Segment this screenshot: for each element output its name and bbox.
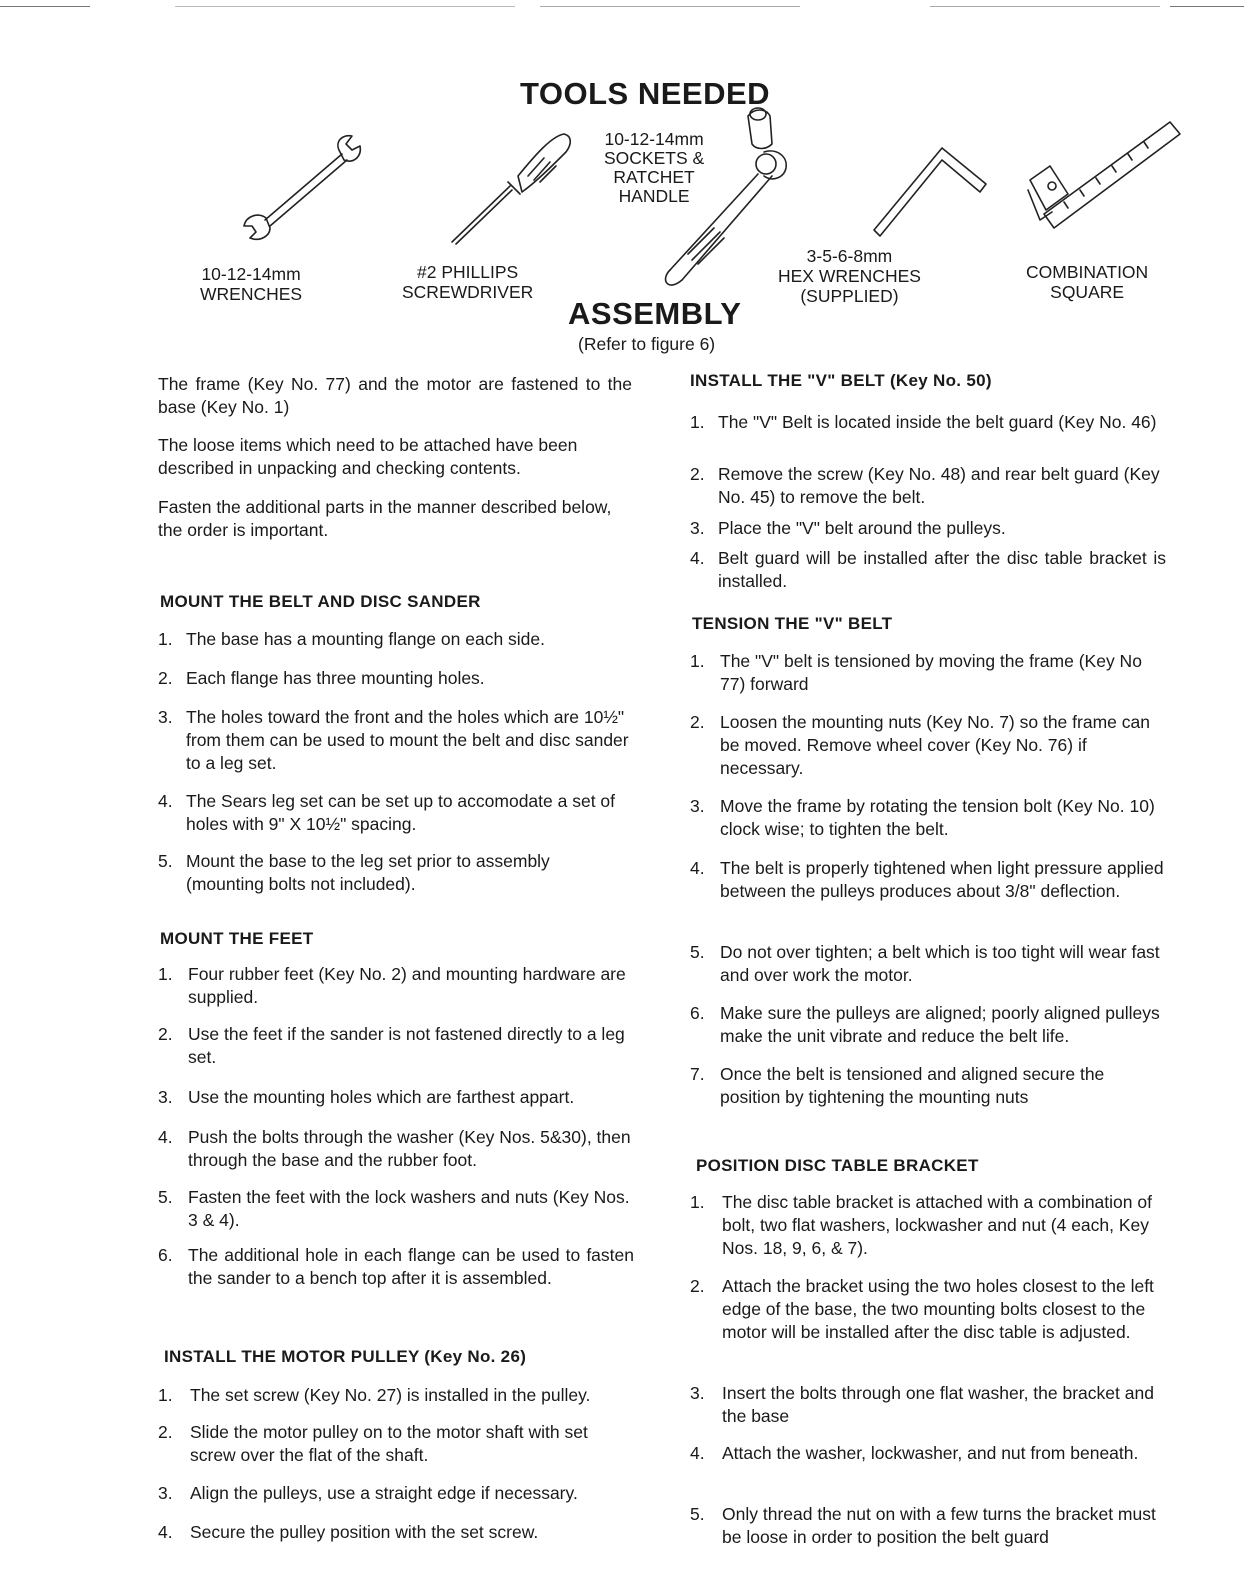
wrench-caption — [200, 264, 302, 304]
item-number: 6. — [690, 1003, 705, 1023]
item-text: Four rubber feet (Key No. 2) and mounting hardware are supplied. — [188, 964, 626, 1007]
intro-paragraph: The loose items which need to be attached have been described in unpacking and checking contents. — [158, 435, 578, 478]
item-text: The disc table bracket is attached with a combination of bolt, two flat washers, lockwasher and nut (4 each, Key Nos. 18, 9, 6, & 7). — [722, 1192, 1152, 1258]
tools-title: TOOLS NEEDED — [520, 76, 771, 111]
item-text: Mount the base to the leg set prior to assembly (mounting bolts not included). — [186, 851, 550, 894]
section-heading: POSITION DISC TABLE BRACKET — [696, 1156, 979, 1175]
item-number: 3. — [158, 1483, 173, 1503]
item-number: 5. — [158, 1187, 173, 1207]
square-caption — [1026, 262, 1148, 302]
item-text: The set screw (Key No. 27) is installed in the pulley. — [190, 1385, 591, 1405]
item-text: Fasten the feet with the lock washers and nuts (Key Nos. 3 & 4). — [188, 1187, 630, 1230]
item-text: The base has a mounting flange on each side. — [186, 629, 545, 649]
item-text: The belt is properly tightened when light pressure applied between the pulleys produces about 3/8" deflection. — [720, 858, 1164, 901]
hex-wrench-icon — [868, 142, 998, 242]
item-number: 2. — [690, 712, 705, 732]
top-rule — [1170, 6, 1244, 7]
top-rule — [0, 6, 90, 7]
item-text: Make sure the pulleys are aligned; poorly aligned pulleys make the unit vibrate and reduce the belt life. — [720, 1003, 1160, 1046]
item-text: Slide the motor pulley on to the motor shaft with set screw over the flat of the shaft. — [190, 1422, 588, 1465]
item-number: 3. — [690, 1383, 705, 1403]
item-text: The holes toward the front and the holes which are 10½" from them can be used to mount the belt and disc sander to a leg set. — [186, 707, 629, 773]
item-number: 4. — [158, 791, 173, 811]
section-heading: MOUNT THE FEET — [160, 929, 314, 948]
intro-paragraph: Fasten the additional parts in the manner described below, the order is important. — [158, 497, 612, 540]
item-text: Do not over tighten; a belt which is too tight will wear fast and over work the motor. — [720, 942, 1160, 985]
socket-caption-line: RATCHET — [613, 167, 695, 187]
item-text: The "V" belt is tensioned by moving the frame (Key No 77) forward — [720, 651, 1142, 694]
socket-caption-line: SOCKETS & — [604, 148, 705, 168]
item-number: 1. — [158, 629, 173, 649]
item-text: Remove the screw (Key No. 48) and rear belt guard (Key No. 45) to remove the belt. — [718, 464, 1160, 507]
hex-caption-line: 3-5-6-8mm — [806, 246, 893, 266]
item-number: 2. — [158, 1024, 173, 1044]
section-heading: TENSION THE "V" BELT — [692, 614, 893, 633]
item-text: The Sears leg set can be set up to accomodate a set of holes with 9" X 10½" spacing. — [186, 791, 616, 834]
wrench-caption-line: 10-12-14mm — [201, 264, 301, 284]
socket-caption-line: 10-12-14mm — [604, 129, 704, 149]
item-number: 4. — [158, 1127, 173, 1147]
intro-paragraph: The frame (Key No. 77) and the motor are fastened to the base (Key No. 1) — [158, 374, 632, 417]
item-text: Each flange has three mounting holes. — [186, 668, 485, 688]
item-number: 4. — [158, 1522, 173, 1542]
item-text: Use the mounting holes which are farthest appart. — [188, 1087, 575, 1107]
assembly-title: ASSEMBLY — [568, 296, 742, 331]
item-text: Only thread the nut on with a few turns the bracket must be loose in order to position the belt guard — [722, 1504, 1156, 1547]
item-number: 5. — [690, 942, 705, 962]
item-number: 2. — [690, 464, 705, 484]
item-number: 2. — [158, 1422, 173, 1442]
item-number: 3. — [158, 1087, 173, 1107]
item-number: 4. — [690, 1443, 705, 1463]
item-text: Loosen the mounting nuts (Key No. 7) so the frame can be moved. Remove wheel cover (Key No. 76) if necessary. — [720, 712, 1150, 778]
item-number: 5. — [690, 1504, 705, 1524]
screwdriver-caption — [402, 262, 533, 302]
item-number: 3. — [690, 796, 705, 816]
item-number: 4. — [690, 548, 705, 568]
wrench-caption-line: WRENCHES — [200, 284, 303, 304]
square-caption-line: SQUARE — [1050, 282, 1125, 302]
item-number: 3. — [158, 707, 173, 727]
item-text: The "V" Belt is located inside the belt guard (Key No. 46) — [718, 412, 1157, 432]
assembly-subtitle: (Refer to figure 6) — [578, 334, 716, 354]
item-text: Insert the bolts through one flat washer, the bracket and the base — [722, 1383, 1154, 1426]
item-text: Align the pulleys, use a straight edge if necessary. — [190, 1483, 578, 1503]
hex-caption-line: HEX WRENCHES — [778, 266, 921, 286]
item-number: 6. — [158, 1245, 173, 1265]
section-heading: INSTALL THE MOTOR PULLEY (Key No. 26) — [164, 1347, 527, 1366]
item-number: 1. — [158, 964, 173, 984]
top-rule — [930, 6, 1160, 7]
screwdriver-caption-line: #2 PHILLIPS — [417, 262, 519, 282]
item-number: 3. — [690, 518, 705, 538]
item-text: Use the feet if the sander is not fastened directly to a leg set. — [188, 1024, 625, 1067]
hex-caption — [778, 246, 921, 306]
item-text: Attach the bracket using the two holes closest to the left edge of the base, the two mounting bolts closest to the motor will be installed after the disc table is adjusted. — [722, 1276, 1154, 1342]
wrench-icon — [230, 132, 370, 242]
hex-caption-line: (SUPPLIED) — [800, 286, 899, 306]
top-rule — [540, 6, 800, 7]
item-text: The additional hole in each flange can be used to fasten the sander to a bench top after it is assembled. — [188, 1245, 634, 1288]
item-number: 5. — [158, 851, 173, 871]
combination-square-icon — [1024, 118, 1184, 243]
top-rule — [175, 6, 515, 7]
item-number: 1. — [690, 651, 705, 671]
socket-caption — [604, 130, 704, 206]
item-number: 1. — [690, 1192, 705, 1212]
item-number: 2. — [158, 668, 173, 688]
item-text: Secure the pulley position with the set screw. — [190, 1522, 539, 1542]
item-text: Move the frame by rotating the tension bolt (Key No. 10) clock wise; to tighten the belt. — [720, 796, 1155, 839]
socket-caption-line: HANDLE — [618, 186, 690, 206]
item-number: 1. — [158, 1385, 173, 1405]
screwdriver-caption-line: SCREWDRIVER — [402, 282, 534, 302]
square-caption-line: COMBINATION — [1026, 262, 1149, 282]
item-text: Once the belt is tensioned and aligned secure the position by tightening the mounting nuts — [720, 1064, 1105, 1107]
section-heading: INSTALL THE "V" BELT (Key No. 50) — [690, 371, 992, 390]
item-number: 1. — [690, 412, 705, 432]
item-number: 7. — [690, 1064, 705, 1084]
item-text: Push the bolts through the washer (Key Nos. 5&30), then through the base and the rubber foot. — [188, 1127, 631, 1170]
item-text: Belt guard will be installed after the disc table bracket is installed. — [718, 548, 1166, 591]
item-number: 2. — [690, 1276, 705, 1296]
screwdriver-icon — [448, 130, 578, 250]
item-number: 4. — [690, 858, 705, 878]
section-heading: MOUNT THE BELT AND DISC SANDER — [160, 592, 481, 611]
item-text: Place the "V" belt around the pulleys. — [718, 518, 1006, 538]
item-text: Attach the washer, lockwasher, and nut from beneath. — [722, 1443, 1139, 1463]
